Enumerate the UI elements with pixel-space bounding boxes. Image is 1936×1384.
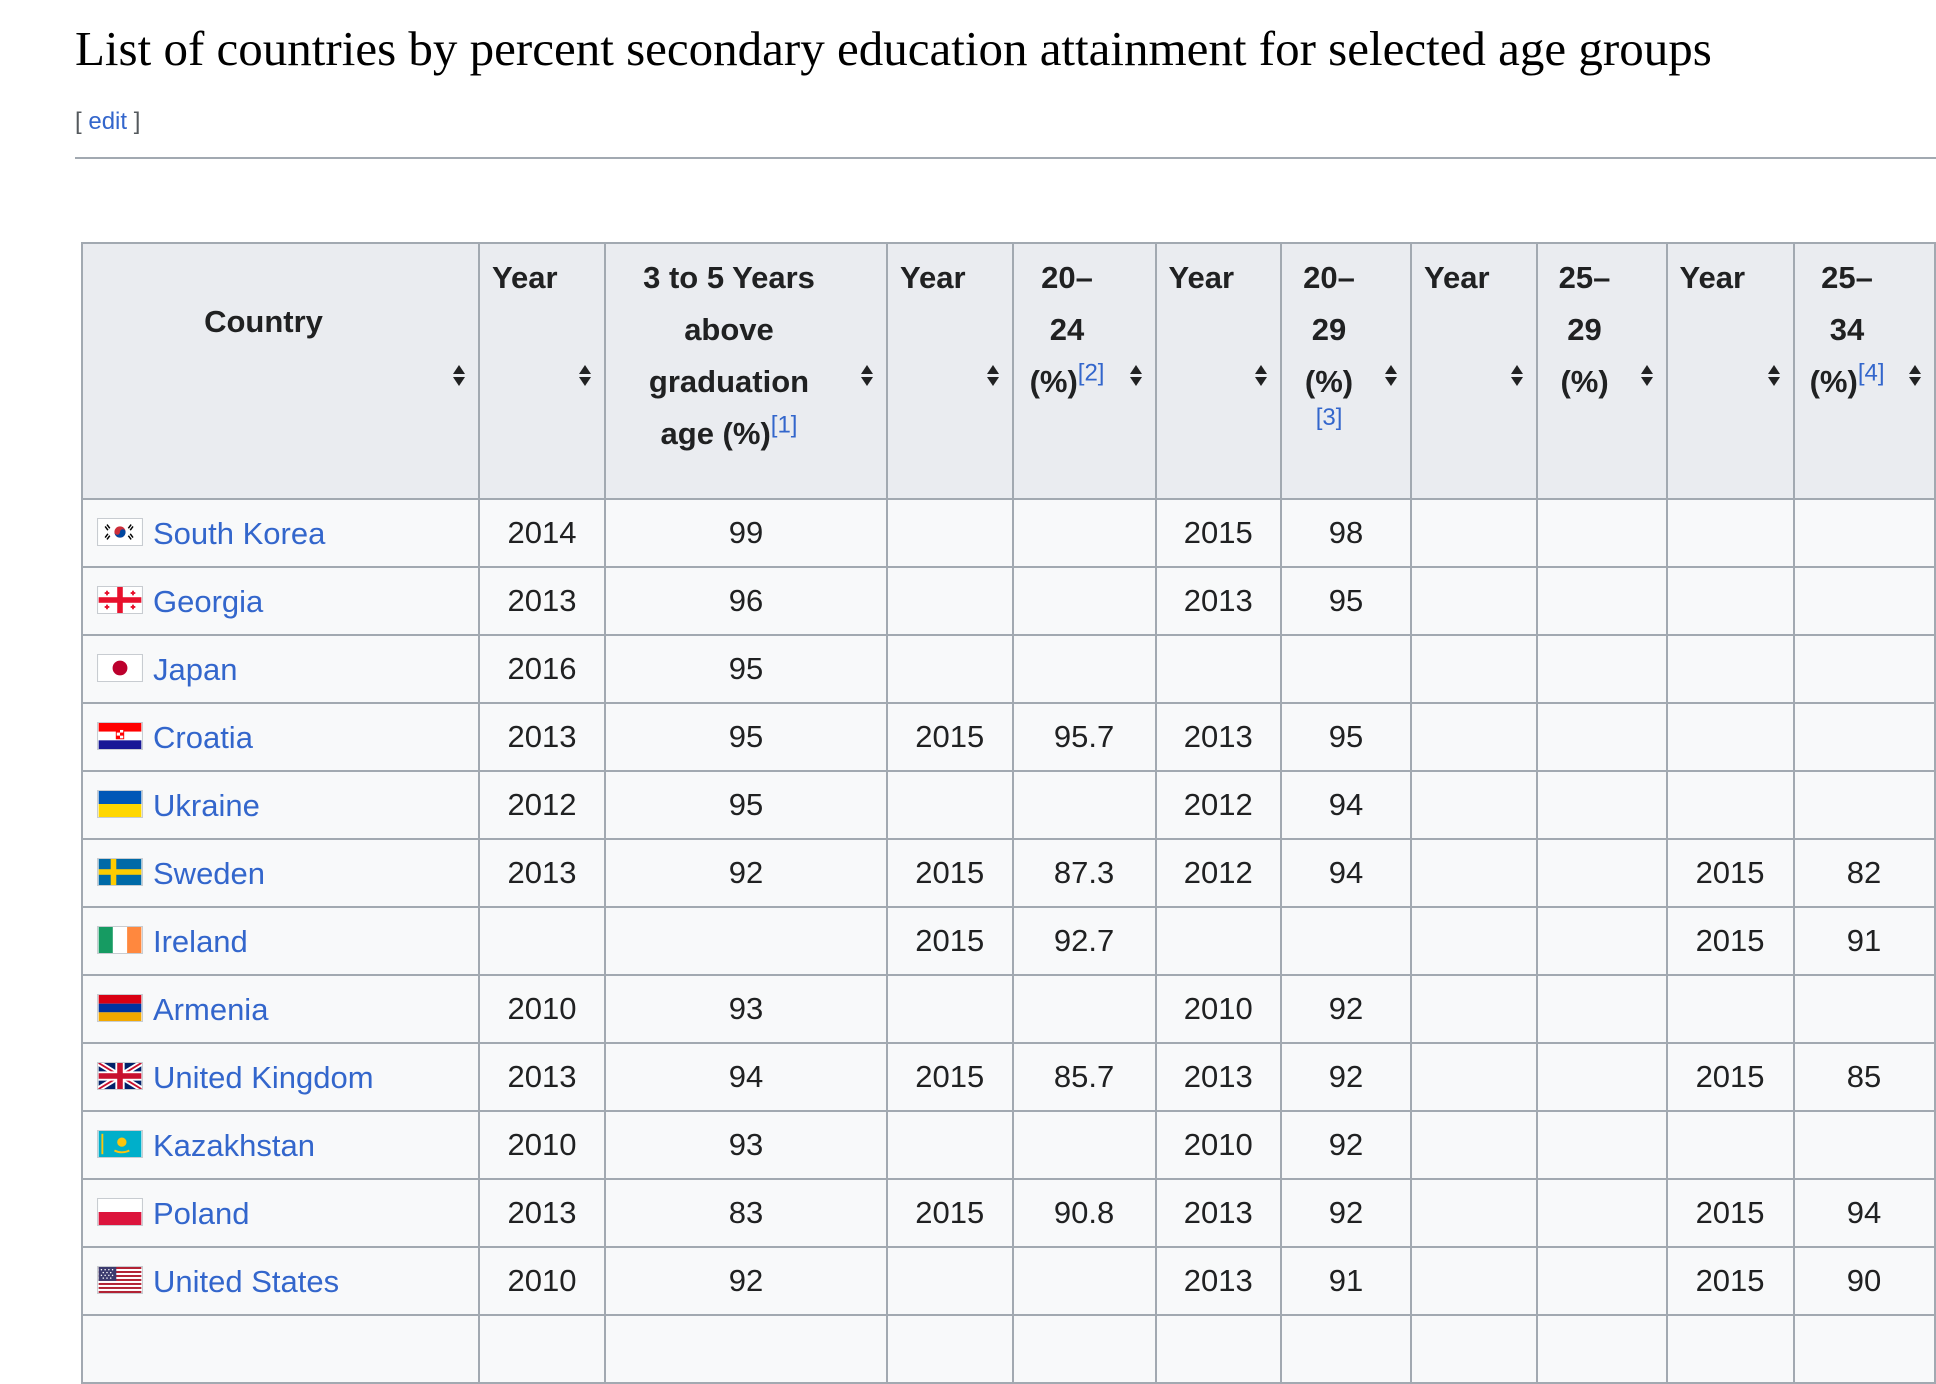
table-cell: 2013 (1156, 703, 1282, 771)
table-cell: 2015 (1667, 839, 1794, 907)
sort-icon[interactable] (1640, 364, 1654, 388)
table-row (82, 1111, 1935, 1179)
table-cell (1411, 771, 1537, 839)
table-row (82, 567, 1935, 635)
country-link[interactable]: United States (153, 1263, 340, 1299)
table-row (82, 1179, 1935, 1247)
country-link[interactable]: Poland (153, 1195, 250, 1231)
table-cell (1794, 1111, 1935, 1179)
table-cell: 94 (1281, 771, 1411, 839)
table-cell: 82 (1794, 839, 1935, 907)
table-cell (1411, 1043, 1537, 1111)
edit-section-link (75, 108, 140, 136)
table-cell (1667, 635, 1794, 703)
country-link[interactable]: Sweden (153, 855, 266, 891)
table-cell: 2015 (887, 703, 1013, 771)
table-cell (1667, 703, 1794, 771)
column-header-text: Year (1424, 260, 1490, 295)
table-cell: 2015 (887, 1043, 1013, 1111)
table-cell (1013, 1315, 1156, 1383)
table-cell (1411, 975, 1537, 1043)
sort-icon[interactable] (452, 364, 466, 388)
country-cell (82, 771, 479, 839)
table-cell (1537, 1179, 1667, 1247)
table-cell (887, 1111, 1013, 1179)
united-kingdom-flag-icon (97, 1062, 143, 1090)
column-header-9[interactable] (1667, 243, 1794, 499)
edit-link[interactable]: edit (88, 108, 128, 135)
sort-icon[interactable] (1908, 364, 1922, 388)
table-cell (1411, 907, 1537, 975)
table-cell (1794, 635, 1935, 703)
table-cell (1537, 1111, 1667, 1179)
kazakhstan-flag-icon (97, 1130, 143, 1158)
table-cell (1794, 499, 1935, 567)
table-cell (1794, 567, 1935, 635)
table-cell: 2015 (1156, 499, 1282, 567)
table-cell: 2010 (479, 1247, 605, 1315)
table-cell: 92 (1281, 1043, 1411, 1111)
column-header-4[interactable] (1013, 243, 1156, 499)
table-cell (1411, 839, 1537, 907)
table-cell (1013, 1111, 1156, 1179)
table-row (82, 1315, 1935, 1383)
country-cell (82, 499, 479, 567)
ireland-flag-icon (97, 926, 143, 954)
table-cell: 2013 (1156, 567, 1282, 635)
table-cell (1411, 703, 1537, 771)
reference-link[interactable]: [4] (1857, 359, 1885, 387)
table-cell (1411, 1247, 1537, 1315)
table-cell: 92 (1281, 1111, 1411, 1179)
table-cell (1537, 839, 1667, 907)
column-header-6[interactable] (1281, 243, 1411, 499)
table-row (82, 839, 1935, 907)
column-header-text: 3 to 5 Years above graduation age (%) (643, 260, 815, 451)
table-cell: 83 (605, 1179, 887, 1247)
column-header-label (1680, 252, 1747, 304)
column-header-label (900, 252, 966, 304)
table-cell (1411, 567, 1537, 635)
column-header-10[interactable] (1794, 243, 1935, 499)
page-title: List of countries by percent secondary education attainment for selected age groups (75, 21, 1712, 76)
table-cell: 2016 (479, 635, 605, 703)
table-cell: 94 (1794, 1179, 1935, 1247)
column-header-label (1026, 252, 1109, 408)
table-cell (1537, 703, 1667, 771)
column-header-5[interactable] (1156, 243, 1282, 499)
table-cell: 2015 (1667, 1247, 1794, 1315)
table-cell: 90.8 (1013, 1179, 1156, 1247)
table-cell: 93 (605, 1111, 887, 1179)
country-cell (82, 975, 479, 1043)
column-header-8[interactable] (1537, 243, 1667, 499)
column-header-2[interactable] (605, 243, 887, 499)
table-cell: 92 (1281, 1179, 1411, 1247)
country-link[interactable]: Kazakhstan (153, 1127, 315, 1163)
table-cell: 2014 (479, 499, 605, 567)
table-cell: 2013 (1156, 1247, 1282, 1315)
column-header-7[interactable] (1411, 243, 1537, 499)
column-header-text: 20–29 (%) (1303, 260, 1355, 399)
table-cell (1537, 499, 1667, 567)
table-cell (605, 1315, 887, 1383)
table-cell (1411, 499, 1537, 567)
table-cell (1667, 567, 1794, 635)
table-cell (1537, 635, 1667, 703)
table-cell: 95 (605, 771, 887, 839)
table-cell (1537, 1315, 1667, 1383)
column-header-text: Year (1679, 260, 1746, 295)
table-cell (887, 567, 1013, 635)
table-cell: 92.7 (1013, 907, 1156, 975)
table-cell (1156, 907, 1282, 975)
column-header-label (1807, 252, 1888, 408)
table-cell: 2010 (1156, 1111, 1282, 1179)
table-cell: 95 (1281, 703, 1411, 771)
sort-icon[interactable] (1767, 364, 1781, 388)
table-cell: 99 (605, 499, 887, 567)
column-header-label (1294, 252, 1364, 434)
table-cell (887, 499, 1013, 567)
sort-icon[interactable] (860, 364, 874, 388)
table-cell (887, 1315, 1013, 1383)
table-row (82, 907, 1935, 975)
column-header-text: Year (900, 260, 966, 295)
table-cell: 85 (1794, 1043, 1935, 1111)
table-cell: 98 (1281, 499, 1411, 567)
japan-flag-icon (97, 654, 143, 682)
table-cell: 2013 (1156, 1043, 1282, 1111)
column-header-text: 25–34 (%) (1809, 260, 1873, 399)
column-header-0[interactable] (82, 243, 479, 499)
table-cell (1411, 1179, 1537, 1247)
country-cell (82, 1043, 479, 1111)
table-cell (1411, 1315, 1537, 1383)
table-cell (1794, 771, 1935, 839)
column-header-text: 25–29 (%) (1558, 260, 1611, 399)
table-cell: 2015 (1667, 1043, 1794, 1111)
table-cell (1156, 635, 1282, 703)
country-cell (82, 1315, 479, 1383)
table-cell (605, 907, 887, 975)
table-cell (1281, 907, 1411, 975)
table-cell (1013, 975, 1156, 1043)
table-cell (1794, 703, 1935, 771)
country-cell (82, 907, 479, 975)
column-header-label (618, 252, 840, 460)
country-link[interactable]: Georgia (153, 583, 264, 619)
table-cell (887, 1247, 1013, 1315)
table-cell (1013, 499, 1156, 567)
table-row (82, 499, 1935, 567)
reference-link[interactable]: [3] (1315, 404, 1343, 431)
table-cell (1013, 635, 1156, 703)
sort-icon[interactable] (1254, 364, 1268, 388)
column-header-label (1424, 252, 1490, 304)
table-cell (1667, 975, 1794, 1043)
table-cell: 2012 (479, 771, 605, 839)
table-cell (1794, 1315, 1935, 1383)
sort-icon[interactable] (1384, 364, 1398, 388)
table-cell: 91 (1794, 907, 1935, 975)
country-cell (82, 839, 479, 907)
table-cell: 95 (1281, 567, 1411, 635)
table-cell: 91 (1281, 1247, 1411, 1315)
country-cell (82, 635, 479, 703)
sort-icon[interactable] (578, 364, 592, 388)
column-header-label (1169, 252, 1235, 304)
column-header-text: 20–24 (%) (1029, 260, 1093, 399)
table-row (82, 703, 1935, 771)
country-cell (82, 1247, 479, 1315)
georgia-flag-icon (97, 586, 143, 614)
table-cell (1013, 771, 1156, 839)
table-cell (1411, 635, 1537, 703)
column-header-1[interactable] (479, 243, 605, 499)
country-cell (82, 703, 479, 771)
table-cell (1537, 771, 1667, 839)
table-cell: 96 (605, 567, 887, 635)
table-cell (1537, 567, 1667, 635)
table-row (82, 1043, 1935, 1111)
table-cell: 2010 (1156, 975, 1282, 1043)
table-cell (1667, 771, 1794, 839)
column-header-label (95, 252, 432, 348)
table-cell: 95 (605, 635, 887, 703)
table-cell: 93 (605, 975, 887, 1043)
table-cell: 2012 (1156, 839, 1282, 907)
table-cell: 2015 (1667, 1179, 1794, 1247)
table-cell: 2013 (479, 1179, 605, 1247)
table-cell (1156, 1315, 1282, 1383)
heading-divider (75, 157, 1936, 159)
table-cell (887, 771, 1013, 839)
table-cell (1667, 499, 1794, 567)
table-cell (479, 1315, 605, 1383)
table-cell: 2010 (479, 1111, 605, 1179)
table-cell: 94 (1281, 839, 1411, 907)
table-cell: 85.7 (1013, 1043, 1156, 1111)
country-link[interactable]: Armenia (153, 991, 269, 1027)
table-cell (1281, 1315, 1411, 1383)
table-cell: 95 (605, 703, 887, 771)
country-link[interactable]: United Kingdom (153, 1059, 374, 1095)
table-row (82, 635, 1935, 703)
table-header-row (82, 243, 1935, 499)
croatia-flag-icon (97, 722, 143, 750)
column-header-label (1550, 252, 1620, 408)
table-cell: 2010 (479, 975, 605, 1043)
country-link[interactable]: South Korea (153, 515, 326, 551)
table-cell (1794, 975, 1935, 1043)
country-cell (82, 567, 479, 635)
table-cell (1667, 1315, 1794, 1383)
table-cell (887, 975, 1013, 1043)
reference-link[interactable]: [2] (1077, 359, 1105, 387)
table-cell: 2015 (887, 907, 1013, 975)
table-cell: 2015 (887, 1179, 1013, 1247)
table-cell: 92 (605, 1247, 887, 1315)
sweden-flag-icon (97, 858, 143, 886)
table-cell: 90 (1794, 1247, 1935, 1315)
edit-bracket-open: [ (75, 108, 89, 135)
table-cell (1537, 1247, 1667, 1315)
table-cell (1667, 1111, 1794, 1179)
sort-icon[interactable] (986, 364, 1000, 388)
table-cell (1411, 1111, 1537, 1179)
table-cell (479, 907, 605, 975)
sort-icon[interactable] (1510, 364, 1524, 388)
table-cell: 87.3 (1013, 839, 1156, 907)
table-body (82, 499, 1935, 1383)
table-cell (1537, 907, 1667, 975)
table-cell: 2013 (1156, 1179, 1282, 1247)
column-header-label (492, 252, 558, 304)
sort-icon[interactable] (1129, 364, 1143, 388)
reference-link[interactable]: [1] (770, 411, 798, 439)
table-cell (1537, 1043, 1667, 1111)
country-link[interactable]: Croatia (153, 719, 253, 755)
table-cell (1281, 635, 1411, 703)
column-header-3[interactable] (887, 243, 1013, 499)
table-cell (887, 635, 1013, 703)
education-attainment-table (81, 242, 1936, 1384)
table-row (82, 975, 1935, 1043)
table-cell: 95.7 (1013, 703, 1156, 771)
edit-bracket-close: ] (127, 108, 141, 135)
table-cell: 2015 (1667, 907, 1794, 975)
table-cell: 92 (1281, 975, 1411, 1043)
table-cell: 2013 (479, 1043, 605, 1111)
ukraine-flag-icon (97, 790, 143, 818)
table-cell (1013, 567, 1156, 635)
poland-flag-icon (97, 1198, 143, 1226)
table-cell (1013, 1247, 1156, 1315)
table-cell (1537, 975, 1667, 1043)
table-cell: 2012 (1156, 771, 1282, 839)
united-states-flag-icon (97, 1266, 143, 1294)
table-cell: 2015 (887, 839, 1013, 907)
table-cell: 94 (605, 1043, 887, 1111)
country-link[interactable]: Japan (153, 651, 238, 687)
column-header-text: Year (1168, 260, 1235, 295)
table-cell: 2013 (479, 703, 605, 771)
table-row (82, 771, 1935, 839)
table-cell: 2013 (479, 839, 605, 907)
country-link[interactable]: Ireland (153, 923, 248, 959)
country-cell (82, 1179, 479, 1247)
table-cell: 2013 (479, 567, 605, 635)
table-row (82, 1247, 1935, 1315)
country-cell (82, 1111, 479, 1179)
south-korea-flag-icon (97, 518, 143, 546)
column-header-text: Country (204, 304, 323, 339)
country-link[interactable]: Ukraine (153, 787, 260, 823)
armenia-flag-icon (97, 994, 143, 1022)
column-header-text: Year (492, 260, 558, 295)
table-cell: 92 (605, 839, 887, 907)
